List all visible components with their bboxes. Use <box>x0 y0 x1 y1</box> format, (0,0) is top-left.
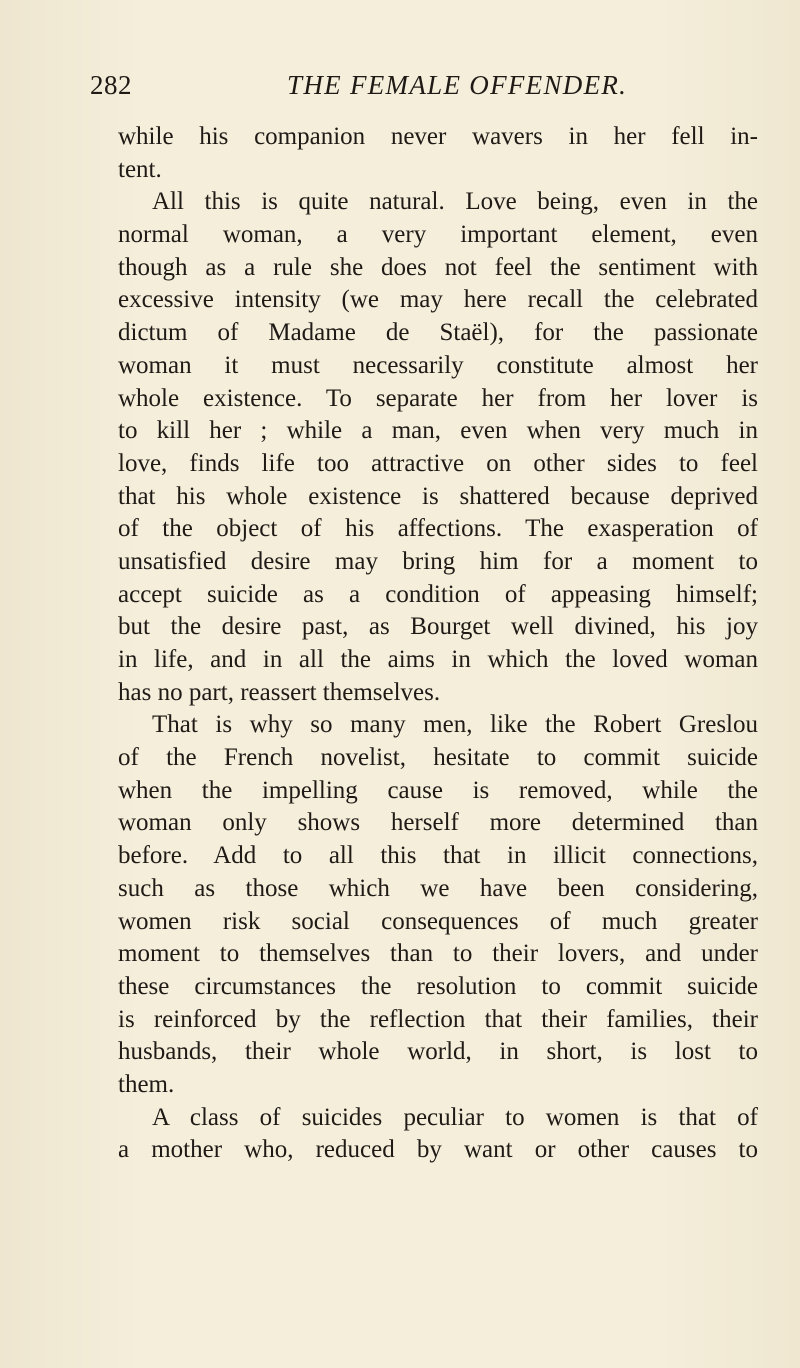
paragraph-first-line: All this is quite natural. Love being, even in the <box>152 188 758 216</box>
text-line: while his companion never wavers in her fell in- <box>118 123 758 150</box>
body-text <box>118 121 758 1167</box>
text-line: a mother who, reduced by want or other causes to <box>118 1136 758 1164</box>
text-line: though as a rule she does not feel the sentiment with <box>118 253 758 281</box>
paragraph-first-line: That is why so many men, like the Robert Greslou <box>152 711 758 739</box>
text-line: them. <box>118 1070 175 1098</box>
text-line: love, finds life too attractive on other sides to feel <box>118 449 758 477</box>
text-line: that his whole existence is shattered because deprived <box>118 482 758 510</box>
page-header <box>90 70 730 110</box>
text-line: husbands, their whole world, in short, is lost to <box>118 1038 758 1066</box>
text-line: unsatisfied desire may bring him for a moment to <box>118 547 758 575</box>
text-line: moment to themselves than to their lovers, and under <box>118 940 758 968</box>
text-line: dictum of Madame de Staël), for the passionate <box>118 319 758 347</box>
text-line: women risk social consequences of much greater <box>118 907 758 935</box>
text-line: has no part, reassert themselves. <box>118 678 441 706</box>
text-line: tent. <box>118 155 162 183</box>
text-line: before. Add to all this that in illicit connections, <box>118 842 758 870</box>
paragraph-first-line: A class of suicides peculiar to women is that of <box>152 1103 758 1131</box>
text-line: normal woman, a very important element, even <box>118 221 758 249</box>
text-line: but the desire past, as Bourget well divined, his joy <box>118 613 758 641</box>
text-line: of the object of his affections. The exasperation of <box>118 515 758 543</box>
text-line: such as those which we have been considering, <box>118 874 758 902</box>
text-line: of the French novelist, hesitate to commit suicide <box>118 744 758 772</box>
text-line: when the impelling cause is removed, while the <box>118 776 758 804</box>
text-line: in life, and in all the aims in which the loved woman <box>118 646 758 673</box>
text-line: these circumstances the resolution to commit suicide <box>118 972 758 1000</box>
text-line: to kill her ; while a man, even when very much in <box>118 417 758 445</box>
page-number: 282 <box>90 70 132 100</box>
text-line: accept suicide as a condition of appeasing himself; <box>118 580 758 608</box>
text-line: whole existence. To separate her from her lover is <box>118 384 758 412</box>
running-title: THE FEMALE OFFENDER. <box>287 70 628 100</box>
text-line: is reinforced by the reflection that their families, their <box>118 1005 758 1033</box>
text-line: woman it must necessarily constitute almost her <box>118 351 758 379</box>
text-line: woman only shows herself more determined than <box>118 809 758 837</box>
text-line: excessive intensity (we may here recall the celebrated <box>118 286 758 314</box>
